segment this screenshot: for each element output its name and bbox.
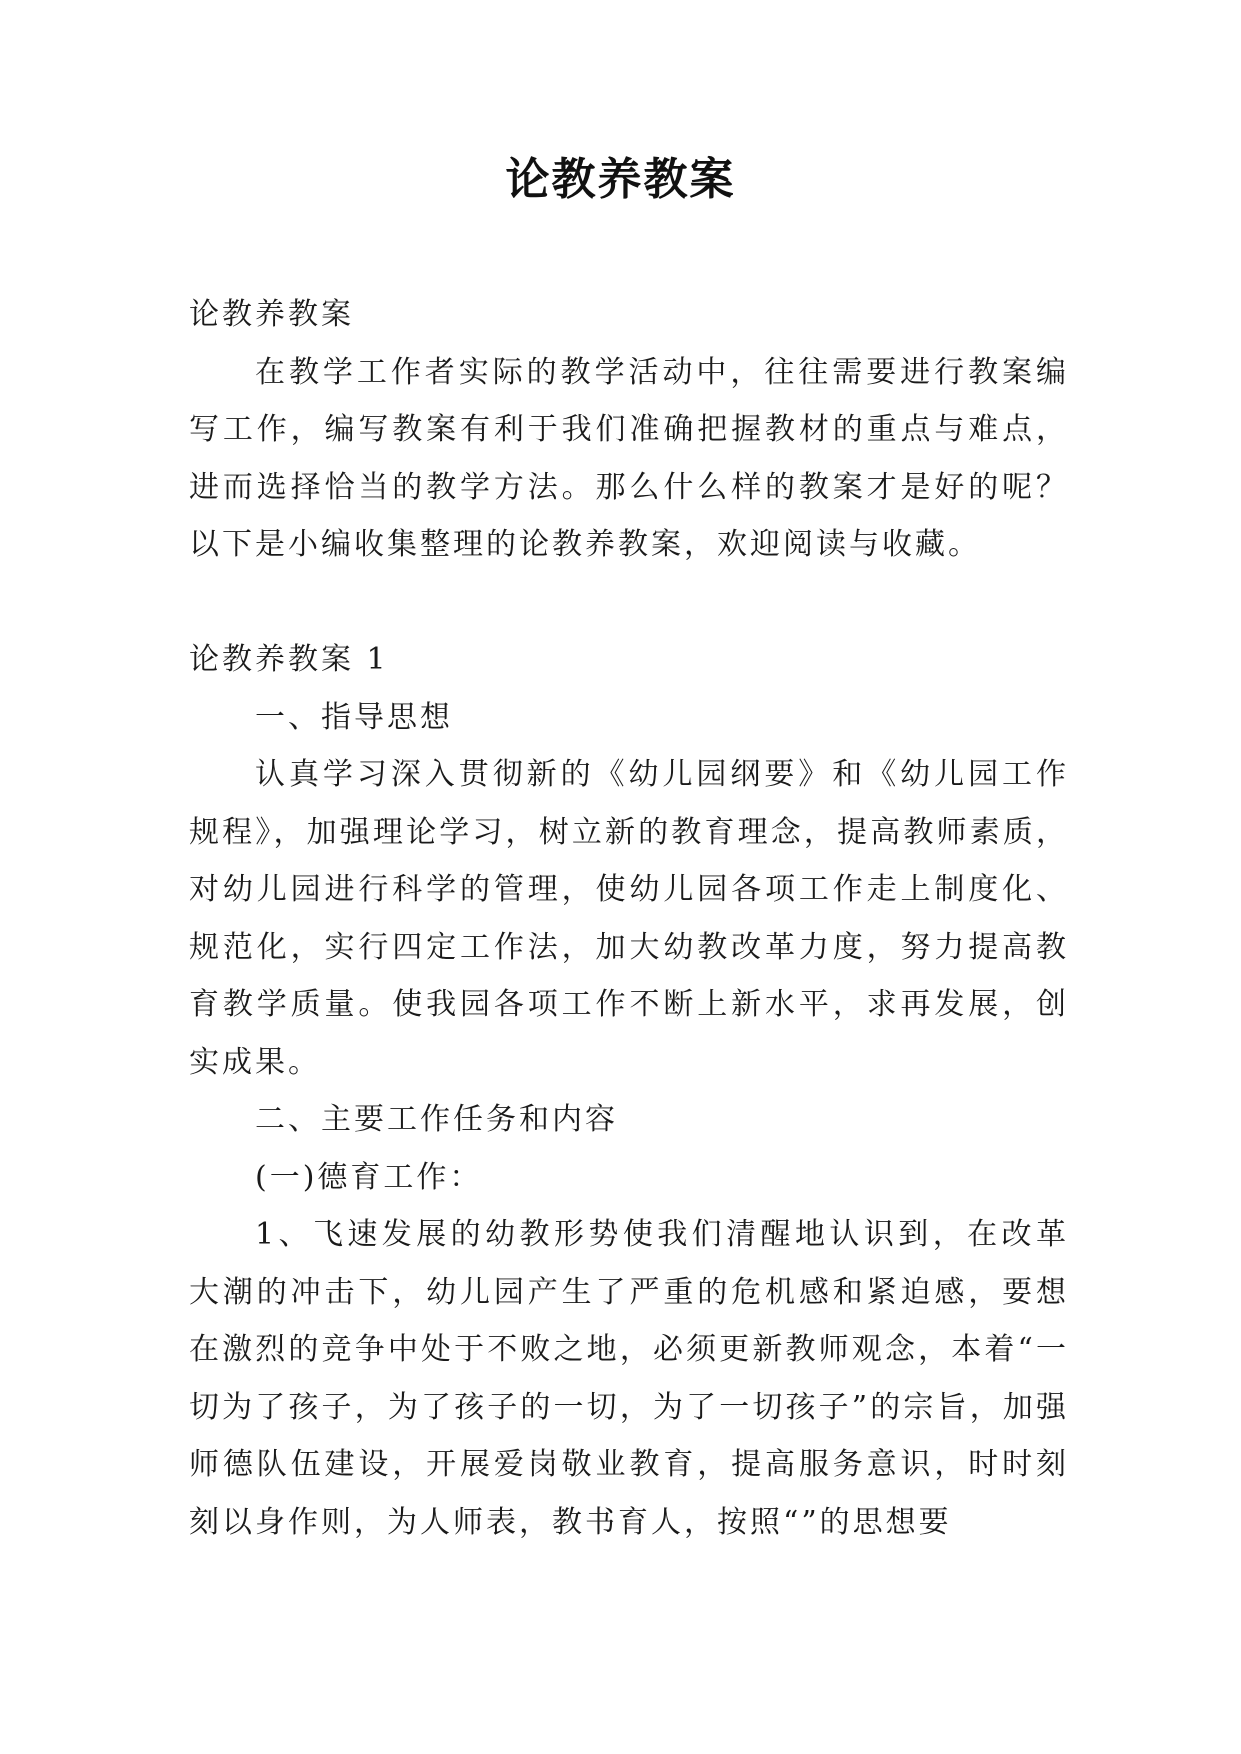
subheading-moral-education: (一)德育工作： xyxy=(255,1159,483,1195)
guiding-ideology-paragraph: 认真学习深入贯彻新的《幼儿园纲要》和《幼儿园工作规程》，加强理论学习，树立新的教育理念，提高教师素质，对幼儿园进行科学的管理，使幼儿园各项工作走上制度化、规范化，实行四定工作法，加大幼教改革力度，努力提高教育教学质量。使我园各项工作不断上新水平，求再发展，创实成果。 xyxy=(189,757,1069,1080)
moral-education-paragraph: 1、飞速发展的幼教形势使我们清醒地认识到，在改革大潮的冲击下，幼儿园产生了严重的危机感和紧迫感，要想在激烈的竞争中处于不败之地，必须更新教师观念，本着“一切为了孩子，为了孩子的一切，为了一切孩子”的宗旨，加强师德队伍建设，开展爱岗敬业教育，提高服务意识，时时刻刻以身作则，为人师表，教书育人，按照“”的思想要 xyxy=(189,1217,1069,1540)
document-title: 论教养教案 xyxy=(505,154,736,205)
heading-main-tasks: 二、主要工作任务和内容 xyxy=(255,1102,618,1137)
section-spacer xyxy=(189,574,1069,632)
document-subtitle: 论教养教案 xyxy=(189,297,354,332)
document-body xyxy=(189,286,1069,1551)
heading-guiding-ideology: 一、指导思想 xyxy=(255,699,453,735)
intro-paragraph: 在教学工作者实际的教学活动中，往往需要进行教案编写工作，编写教案有利于我们准确把握教材的重点与难点，进而选择恰当的教学方法。那么什么样的教案才是好的呢？以下是小编收集整理的论教养教案，欢迎阅读与收藏。 xyxy=(189,354,1069,562)
section-title: 论教养教案 1 xyxy=(189,642,389,677)
